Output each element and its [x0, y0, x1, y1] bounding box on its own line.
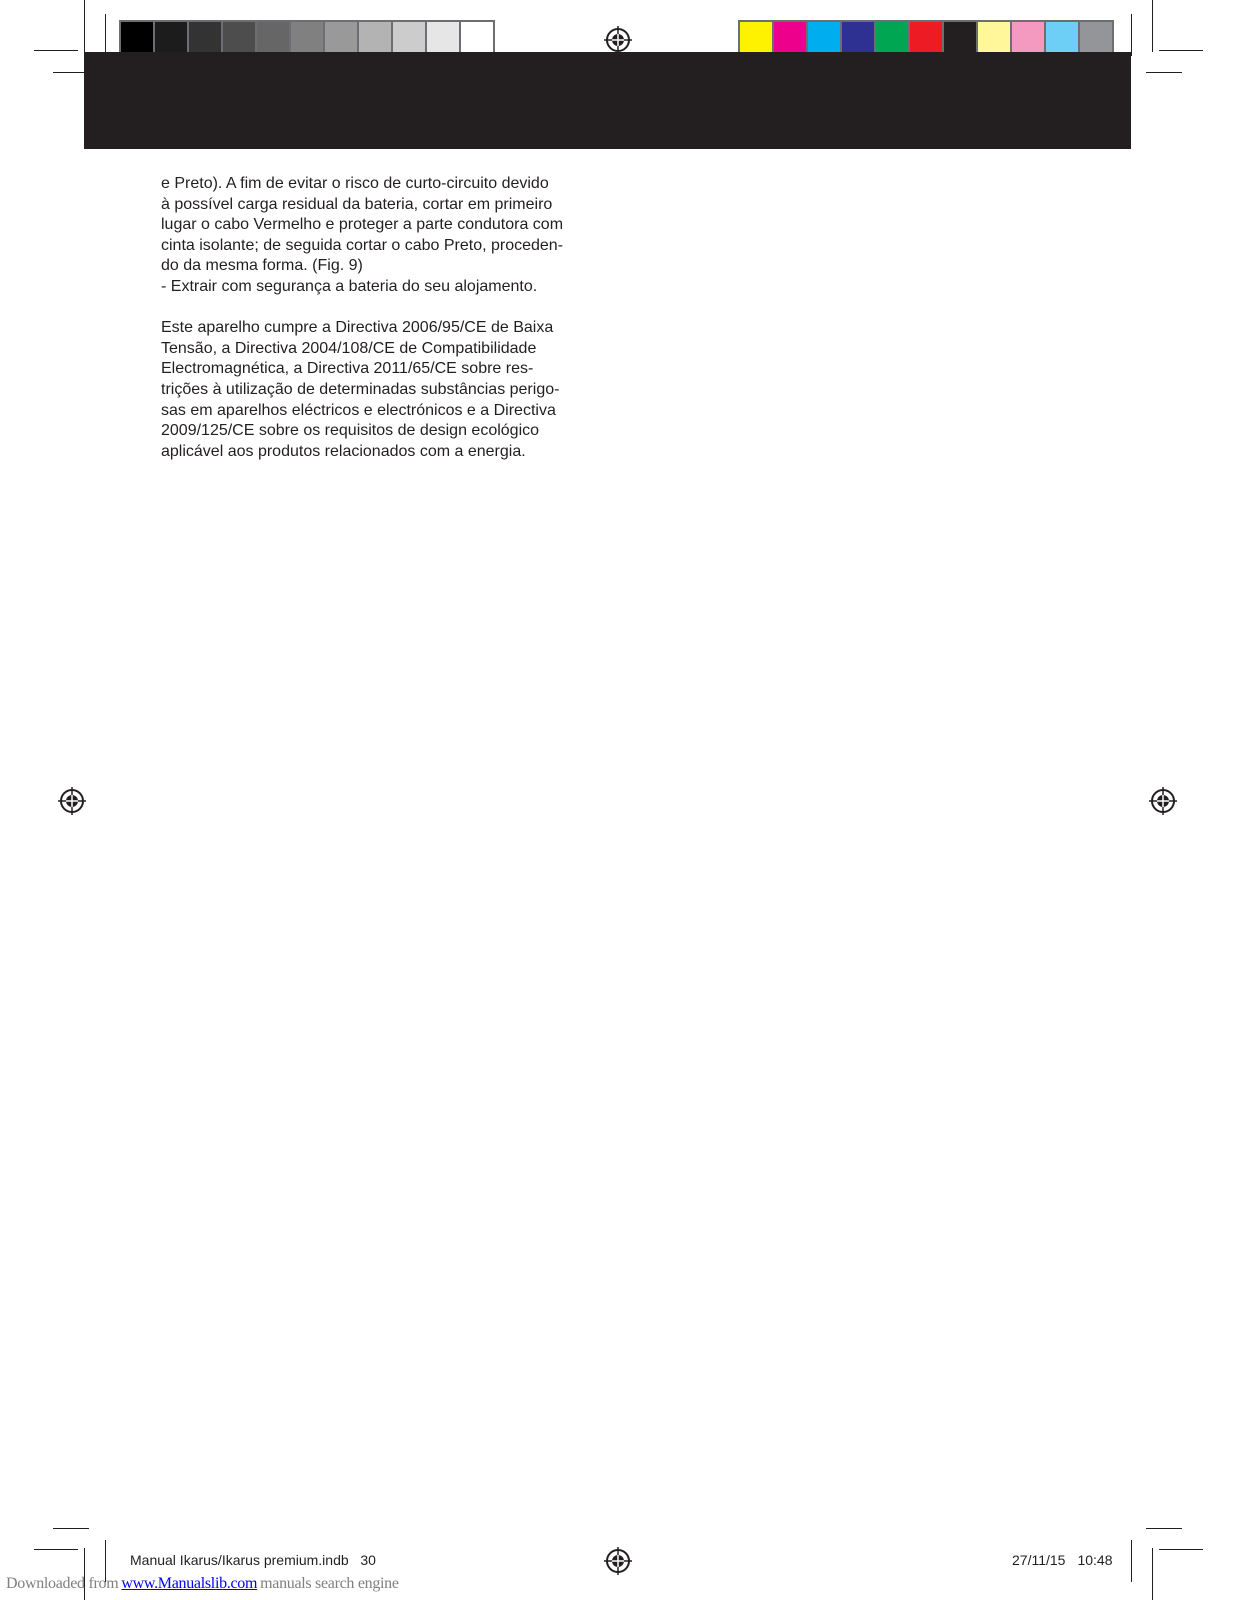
crop-mark — [1146, 1528, 1182, 1529]
grayscale-color-bar — [119, 20, 495, 56]
color-swatch — [189, 22, 223, 54]
slug-file-name: Manual Ikarus/Ikarus premium.indb 30 — [130, 1552, 376, 1568]
color-swatch — [1080, 22, 1112, 54]
color-swatch — [155, 22, 189, 54]
color-swatch — [774, 22, 808, 54]
color-swatch — [1012, 22, 1046, 54]
registration-mark-icon — [604, 1547, 632, 1575]
footer-prefix: Downloaded from — [6, 1575, 119, 1592]
paragraph-battery-removal: e Preto). A fim de evitar o risco de curto-circuito devido à possível carga residual da bateria, cortar em primeiro lugar o cabo Vermelho e proteger a parte condutora com cinta isolante; de seguida cortar o cabo Preto, proceden- do da mesma forma. (Fig. 9) - Extrair com segurança a bateria do seu alojamento. — [161, 175, 564, 295]
footer-suffix: manuals search engine — [260, 1575, 399, 1592]
color-swatch — [461, 22, 493, 54]
color-swatch — [393, 22, 427, 54]
color-swatch — [121, 22, 155, 54]
manualslib-link[interactable]: www.Manualslib.com — [121, 1575, 258, 1592]
registration-mark-icon — [58, 787, 86, 815]
body-text-column — [161, 174, 599, 462]
color-swatch — [257, 22, 291, 54]
color-swatch — [740, 22, 774, 54]
color-swatch — [978, 22, 1012, 54]
registration-mark-icon — [604, 26, 632, 54]
crop-mark — [1152, 1548, 1153, 1600]
download-footer — [6, 1575, 399, 1593]
color-swatch — [427, 22, 461, 54]
slug-timestamp — [1012, 1552, 1113, 1568]
crop-mark — [1159, 50, 1203, 51]
paragraph-directives: Este aparelho cumpre a Directiva 2006/95/CE de Baixa Tensão, a Directiva 2004/108/CE de Compatibilidade Electromagnética, a Directiva 2011/65/CE sobre res- trições à utilização de determinadas substâncias perigo- sas em aparelhos eléctricos e electrónicos e a Directiva 2009/125/CE sobre os requisitos de design ecológico aplicável aos produtos relacionados com a energia. — [161, 319, 560, 460]
crop-mark — [1131, 1540, 1132, 1582]
crop-mark — [1152, 0, 1153, 52]
crop-mark — [34, 1549, 78, 1550]
crop-mark — [84, 0, 85, 52]
color-swatch — [842, 22, 876, 54]
crop-mark — [1146, 72, 1182, 73]
registration-mark-icon — [1149, 787, 1177, 815]
crop-mark — [34, 50, 78, 51]
color-swatch — [223, 22, 257, 54]
color-swatch — [1046, 22, 1080, 54]
color-swatch — [291, 22, 325, 54]
slug-time: 10:48 — [1077, 1552, 1113, 1568]
color-swatch — [876, 22, 910, 54]
process-color-bar — [738, 20, 1114, 56]
header-band — [84, 52, 1131, 149]
color-swatch — [325, 22, 359, 54]
color-swatch — [808, 22, 842, 54]
color-swatch — [944, 22, 978, 54]
crop-mark — [53, 1528, 89, 1529]
color-swatch — [910, 22, 944, 54]
crop-mark — [1159, 1549, 1203, 1550]
crop-mark — [105, 14, 106, 56]
color-swatch — [359, 22, 393, 54]
crop-mark — [1131, 14, 1132, 56]
slug-date: 27/11/15 — [1012, 1552, 1066, 1568]
